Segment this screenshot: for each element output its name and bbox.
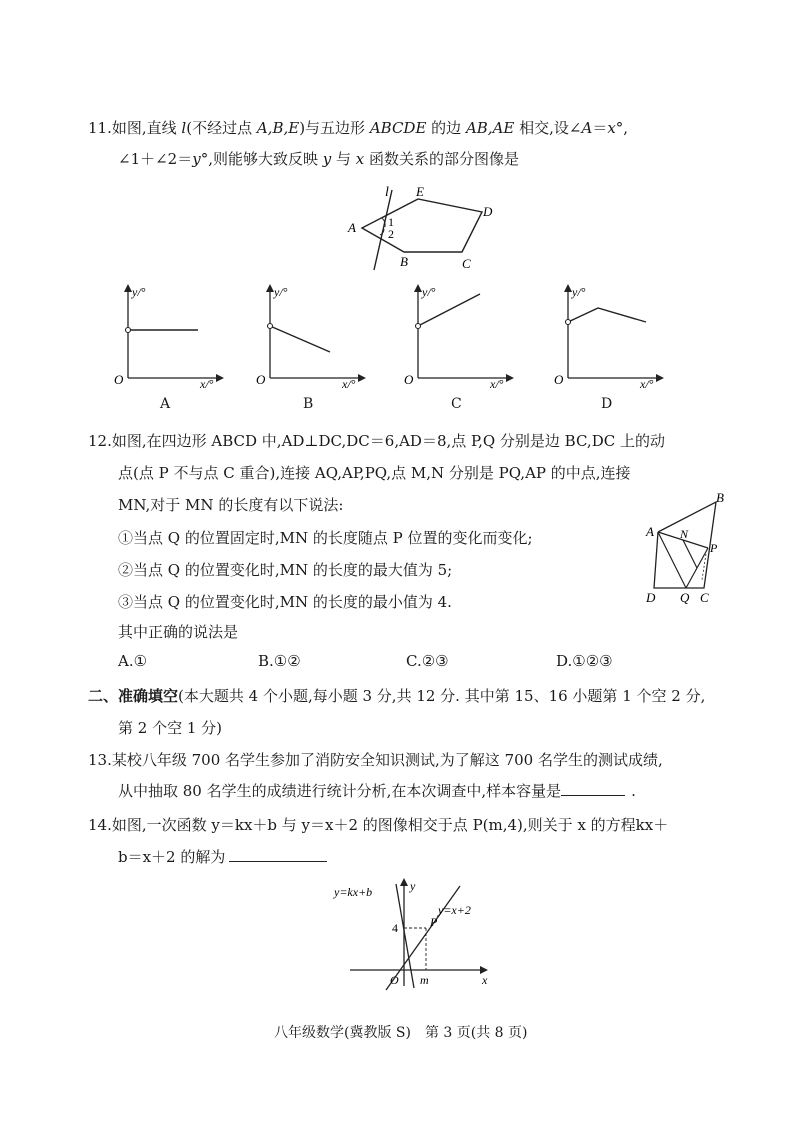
option-b-label: B: [303, 396, 314, 412]
section-2-desc-2: 第 2 个空 1 分): [118, 719, 223, 737]
q12-statement-3: ③当点 Q 的位置变化时,MN 的长度的最小值为 4.: [118, 593, 452, 611]
label-4: 4: [392, 921, 398, 935]
label-q: Q: [680, 590, 690, 605]
label-c: C: [700, 590, 709, 605]
label-e: E: [416, 184, 424, 199]
graph-option-a: [108, 282, 228, 392]
label-angle-1: 1: [388, 215, 394, 229]
q12-number: 12.: [88, 432, 112, 450]
y-axis-label: y: [410, 879, 416, 893]
label-d: D: [483, 204, 493, 219]
q12-choice-b: B.①②: [258, 652, 301, 670]
q14-number: 14.: [88, 816, 112, 834]
label-p: P: [710, 541, 718, 555]
q12-line-3: MN,对于 MN 的长度有以下说法:: [118, 496, 344, 514]
x-axis-label: x: [482, 973, 488, 987]
label-b: B: [400, 254, 408, 269]
q13-line-1: 13.某校八年级 700 名学生参加了消防安全知识测试,为了解这 700 名学生的测试成绩,: [88, 751, 663, 769]
label-l: l: [385, 185, 389, 200]
page-footer: 八年级数学(冀教版 S) 第 3 页(共 8 页): [274, 1025, 528, 1041]
label-angle-2: 2: [388, 227, 394, 241]
label-m: m: [420, 973, 429, 987]
label-a: A: [646, 524, 654, 539]
q13-number: 13.: [88, 751, 112, 769]
y-axis-label: y/°: [422, 285, 436, 299]
graph-option-d: [548, 282, 668, 392]
q14-line-1: 14.如图,一次函数 y＝kx＋b 与 y＝x＋2 的图像相交于点 P(m,4),则关于 x 的方程kx＋: [88, 816, 669, 834]
origin-label: O: [554, 372, 564, 387]
q12-ask: 其中正确的说法是: [118, 623, 239, 641]
x-axis-label: x/°: [490, 377, 504, 391]
label-a: A: [348, 220, 356, 235]
q12-statement-2: ②当点 Q 的位置变化时,MN 的长度的最大值为 5;: [118, 561, 453, 579]
q12-line-2: 点(点 P 不与点 C 重合),连接 AQ,AP,PQ,点 M,N 分别是 PQ,AP 的中点,连接: [118, 464, 631, 482]
origin-label: O: [404, 372, 414, 387]
pentagon-figure: [330, 180, 510, 272]
graph-option-c: [398, 282, 518, 392]
y-axis-label: y/°: [274, 285, 288, 299]
linear-functions-figure: [330, 874, 500, 992]
x-axis-label: x/°: [640, 377, 654, 391]
origin-label: O: [114, 372, 124, 387]
q13-line-2: 从中抽取 80 名学生的成绩进行统计分析,在本次调查中,样本容量是 .: [118, 782, 636, 800]
section-2-heading: 二、准确填空(本大题共 4 个小题,每小题 3 分,共 12 分. 其中第 15、16 小题第 1 个空 2 分,: [88, 687, 706, 705]
section-2-title: 二、准确填空: [88, 687, 179, 705]
label-d: D: [646, 590, 656, 605]
label-y-x-2: y=x+2: [438, 903, 471, 917]
q14-line-2: b＝x＋2 的解为: [118, 846, 327, 867]
label-c: C: [462, 256, 471, 271]
x-axis-label: x/°: [342, 377, 356, 391]
q12-choice-a: A.①: [118, 652, 148, 670]
label-b: B: [716, 490, 724, 505]
option-c-label: C: [451, 396, 462, 412]
q12-choice-c: C.②③: [406, 652, 449, 670]
y-axis-label: y/°: [572, 285, 586, 299]
q13-answer-blank[interactable]: [561, 795, 625, 796]
option-d-label: D: [601, 396, 613, 412]
y-axis-label: y/°: [132, 285, 146, 299]
q12-statement-1: ①当点 Q 的位置固定时,MN 的长度随点 P 位置的变化而变化;: [118, 529, 533, 547]
quadrilateral-figure: [640, 488, 740, 606]
x-axis-label: x/°: [200, 377, 214, 391]
label-p: P: [430, 915, 438, 929]
q14-answer-blank[interactable]: [229, 861, 327, 862]
label-y-kx-b: y=kx+b: [334, 885, 373, 899]
origin-label: O: [390, 973, 399, 987]
origin-label: O: [256, 372, 266, 387]
q12-line-1: 12.如图,在四边形 ABCD 中,AD⊥DC,DC＝6,AD＝8,点 P,Q 分别是边 BC,DC 上的动: [88, 432, 665, 450]
label-n: N: [680, 527, 689, 541]
graph-option-b: [250, 282, 370, 392]
q12-choice-d: D.①②③: [556, 652, 613, 670]
q11-line-2: ∠1＋∠2＝y°,则能够大致反映 y 与 x 函数关系的部分图像是: [118, 150, 520, 168]
q11-number: 11.: [88, 119, 112, 137]
q11-line-1: 11.如图,直线 l(不经过点 A,B,E)与五边形 ABCDE 的边 AB,AE 相交,设∠A＝x°,: [88, 119, 629, 137]
option-a-label: A: [160, 396, 171, 412]
